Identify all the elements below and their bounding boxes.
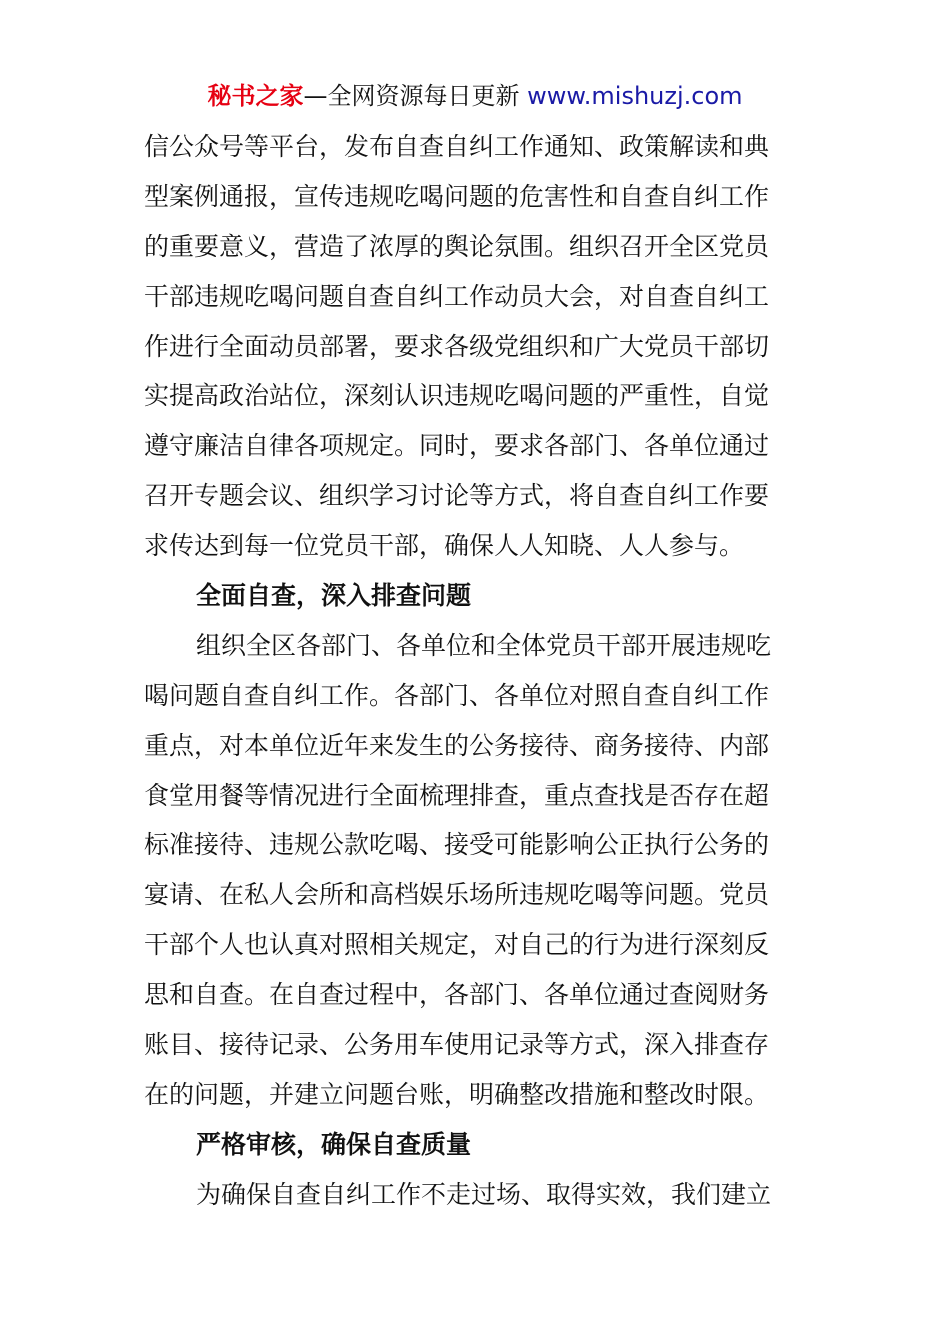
paragraph-line: 标准接待、违规公款吃喝、接受可能影响公正执行公务的 — [144, 830, 770, 860]
paragraph-line: 账目、接待记录、公务用车使用记录等方式，深入排查存 — [144, 1030, 770, 1060]
header-tagline: —全网资源每日更新 — [303, 82, 528, 110]
paragraph-line: 食堂用餐等情况进行全面梳理排查，重点查找是否存在超 — [144, 780, 770, 810]
paragraph-line: 在的问题，并建立问题台账，明确整改措施和整改时限。 — [144, 1079, 770, 1109]
section-heading: 严格审核，确保自查质量 — [196, 1129, 472, 1159]
paragraph-line: 信公众号等平台，发布自查自纠工作通知、政策解读和典 — [144, 132, 770, 161]
section-heading: 全面自查，深入排查问题 — [196, 581, 472, 611]
paragraph-line: 宴请、在私人会所和高档娱乐场所违规吃喝等问题。党员 — [144, 880, 770, 910]
paragraph-line: 干部违规吃喝问题自查自纠工作动员大会，对自查自纠工 — [144, 281, 770, 311]
paragraph-line: 型案例通报，宣传违规吃喝问题的危害性和自查自纠工作 — [144, 181, 770, 211]
document-body — [144, 122, 809, 1220]
site-brand: 秘书之家 — [207, 82, 304, 110]
paragraph-line: 求传达到每一位党员干部，确保人人知晓、人人参与。 — [144, 531, 745, 561]
paragraph-first-line: 为确保自查自纠工作不走过场、取得实效，我们建立 — [196, 1179, 772, 1209]
paragraph-first-line: 组织全区各部门、各单位和全体党员干部开展违规吃 — [196, 630, 772, 660]
paragraph-line: 实提高政治站位，深刻认识违规吃喝问题的严重性，自觉 — [144, 381, 770, 411]
paragraph-line: 的重要意义，营造了浓厚的舆论氛围。组织召开全区党员 — [144, 231, 770, 261]
paragraph-line: 干部个人也认真对照相关规定，对自己的行为进行深刻反 — [144, 930, 770, 960]
paragraph-line: 喝问题自查自纠工作。各部门、各单位对照自查自纠工作 — [144, 680, 770, 710]
paragraph-line: 遵守廉洁自律各项规定。同时，要求各部门、各单位通过 — [144, 431, 770, 461]
page-header — [0, 80, 950, 112]
paragraph-line: 作进行全面动员部署，要求各级党组织和广大党员干部切 — [144, 331, 770, 361]
paragraph-line: 召开专题会议、组织学习讨论等方式，将自查自纠工作要 — [144, 481, 770, 511]
site-url[interactable]: www.mishuzj.com — [527, 82, 743, 110]
paragraph-line: 重点，对本单位近年来发生的公务接待、商务接待、内部 — [144, 730, 770, 760]
paragraph-line: 思和自查。在自查过程中，各部门、各单位通过查阅财务 — [144, 980, 770, 1010]
